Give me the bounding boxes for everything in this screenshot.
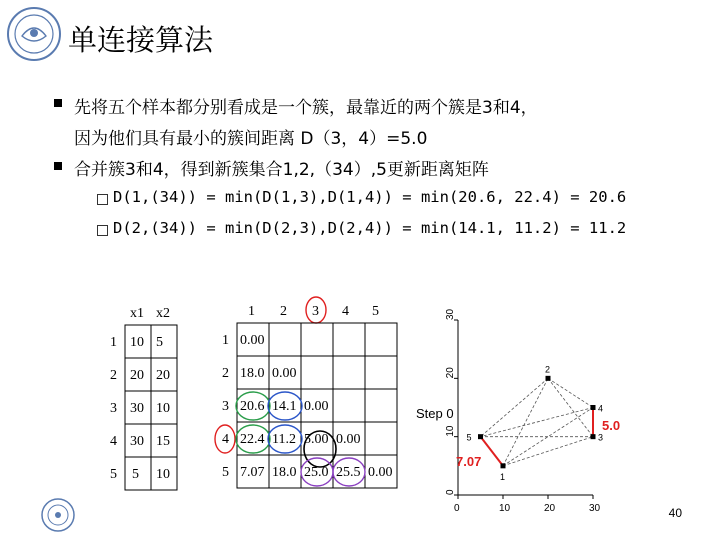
matrix-col-header: 3 bbox=[312, 304, 319, 319]
matrix-cell: 0.00 bbox=[240, 333, 265, 348]
matrix-cell: 0.00 bbox=[336, 432, 361, 447]
row-id: 3 bbox=[110, 401, 117, 416]
data-point bbox=[501, 463, 506, 468]
matrix-row-header: 1 bbox=[222, 333, 229, 348]
bullet-line-3: 合并簇3和4，得到新簇集合1,2,（34）,5更新距离矩阵 bbox=[74, 160, 489, 180]
bullet-marker bbox=[54, 162, 62, 170]
bullet-line-1: 先将五个样本都分别看成是一个簇，最靠近的两个簇是3和4， bbox=[74, 98, 538, 118]
matrix-cell: 5.00 bbox=[304, 432, 329, 447]
data-point bbox=[591, 405, 596, 410]
row-id: 2 bbox=[110, 368, 117, 383]
cell-x2: 10 bbox=[156, 467, 170, 482]
cell-x2: 10 bbox=[156, 401, 170, 416]
matrix-cell: 18.0 bbox=[272, 465, 297, 480]
footer-seal-logo bbox=[40, 497, 76, 533]
x-tick-label: 10 bbox=[499, 503, 511, 514]
row-id: 5 bbox=[110, 467, 117, 482]
data-point-label: 2 bbox=[545, 364, 551, 375]
cell-x1: 30 bbox=[130, 401, 144, 416]
sub-item-2: D(2,(34)) = min(D(2,3),D(2,4)) = min(14.1, 11.2) = 11.2 bbox=[113, 219, 627, 237]
matrix-cell: 7.07 bbox=[240, 465, 265, 480]
cell-x1: 30 bbox=[130, 434, 144, 449]
matrix-cell: 0.00 bbox=[304, 399, 329, 414]
cluster-plot bbox=[416, 308, 630, 520]
x-tick-label: 20 bbox=[544, 503, 556, 514]
matrix-col-header: 5 bbox=[372, 304, 379, 319]
matrix-col-header: 2 bbox=[280, 304, 287, 319]
university-seal-logo bbox=[6, 6, 62, 62]
slide-title: 单连接算法 bbox=[68, 23, 214, 57]
matrix-cell: 18.0 bbox=[240, 366, 265, 381]
matrix-cell: 20.6 bbox=[240, 399, 265, 414]
bullet-line-2: 因为他们具有最小的簇间距离 D（3，4）=5.0 bbox=[74, 129, 428, 149]
x-tick-label: 0 bbox=[454, 503, 460, 514]
distance-edge bbox=[548, 378, 593, 436]
sample-data-table bbox=[100, 300, 190, 500]
cell-x2: 20 bbox=[156, 368, 170, 383]
y-tick-label: 10 bbox=[445, 425, 456, 437]
matrix-cell: 25.0 bbox=[304, 465, 329, 480]
data-point-label: 1 bbox=[500, 471, 506, 482]
second-distance-edge bbox=[481, 437, 504, 466]
row-id: 4 bbox=[110, 434, 117, 449]
distance-edge bbox=[503, 437, 593, 466]
cell-x1: 20 bbox=[130, 368, 144, 383]
matrix-cell: 22.4 bbox=[240, 432, 265, 447]
matrix-cell: 11.2 bbox=[272, 432, 296, 447]
data-point-label: 3 bbox=[598, 432, 604, 443]
y-tick-label: 0 bbox=[445, 489, 456, 495]
matrix-cell: 25.5 bbox=[336, 465, 361, 480]
matrix-cell: 0.00 bbox=[368, 465, 393, 480]
data-point-label: 5 bbox=[466, 432, 472, 443]
cell-x2: 15 bbox=[156, 434, 170, 449]
y-tick-label: 20 bbox=[445, 367, 456, 379]
checkbox-bullet-icon bbox=[97, 194, 108, 205]
data-point bbox=[478, 434, 483, 439]
x-tick-label: 30 bbox=[589, 503, 601, 514]
y-tick-label: 30 bbox=[445, 308, 456, 320]
matrix-row-header: 3 bbox=[222, 399, 229, 414]
matrix-row-header: 4 bbox=[222, 432, 229, 447]
page-number: 40 bbox=[668, 506, 682, 520]
matrix-cell: 0.00 bbox=[272, 366, 297, 381]
annotation-distance-5: 5.0 bbox=[602, 418, 621, 433]
matrix-col-header: 1 bbox=[248, 304, 255, 319]
matrix-row-header: 5 bbox=[222, 465, 229, 480]
cell-x1: 10 bbox=[130, 335, 144, 350]
distance-edge bbox=[548, 378, 593, 407]
checkbox-bullet-icon bbox=[97, 225, 108, 236]
distance-edge bbox=[503, 378, 548, 465]
col-header-x1: x1 bbox=[130, 306, 144, 321]
matrix-col-header: 4 bbox=[342, 304, 349, 319]
bullet-marker bbox=[54, 99, 62, 107]
row-id: 1 bbox=[110, 335, 117, 350]
cell-x2: 5 bbox=[156, 335, 163, 350]
data-point bbox=[546, 376, 551, 381]
cell-x1: 5 bbox=[132, 467, 139, 482]
data-point bbox=[591, 434, 596, 439]
distance-matrix bbox=[212, 298, 412, 498]
annotation-distance-7: 7.07 bbox=[456, 454, 482, 469]
data-point-label: 4 bbox=[598, 403, 604, 414]
step-label: Step 0 bbox=[416, 406, 454, 421]
matrix-cell: 14.1 bbox=[272, 399, 297, 414]
matrix-row-header: 2 bbox=[222, 366, 229, 381]
sub-item-1: D(1,(34)) = min(D(1,3),D(1,4)) = min(20.6, 22.4) = 20.6 bbox=[113, 188, 627, 206]
col-header-x2: x2 bbox=[156, 306, 170, 321]
